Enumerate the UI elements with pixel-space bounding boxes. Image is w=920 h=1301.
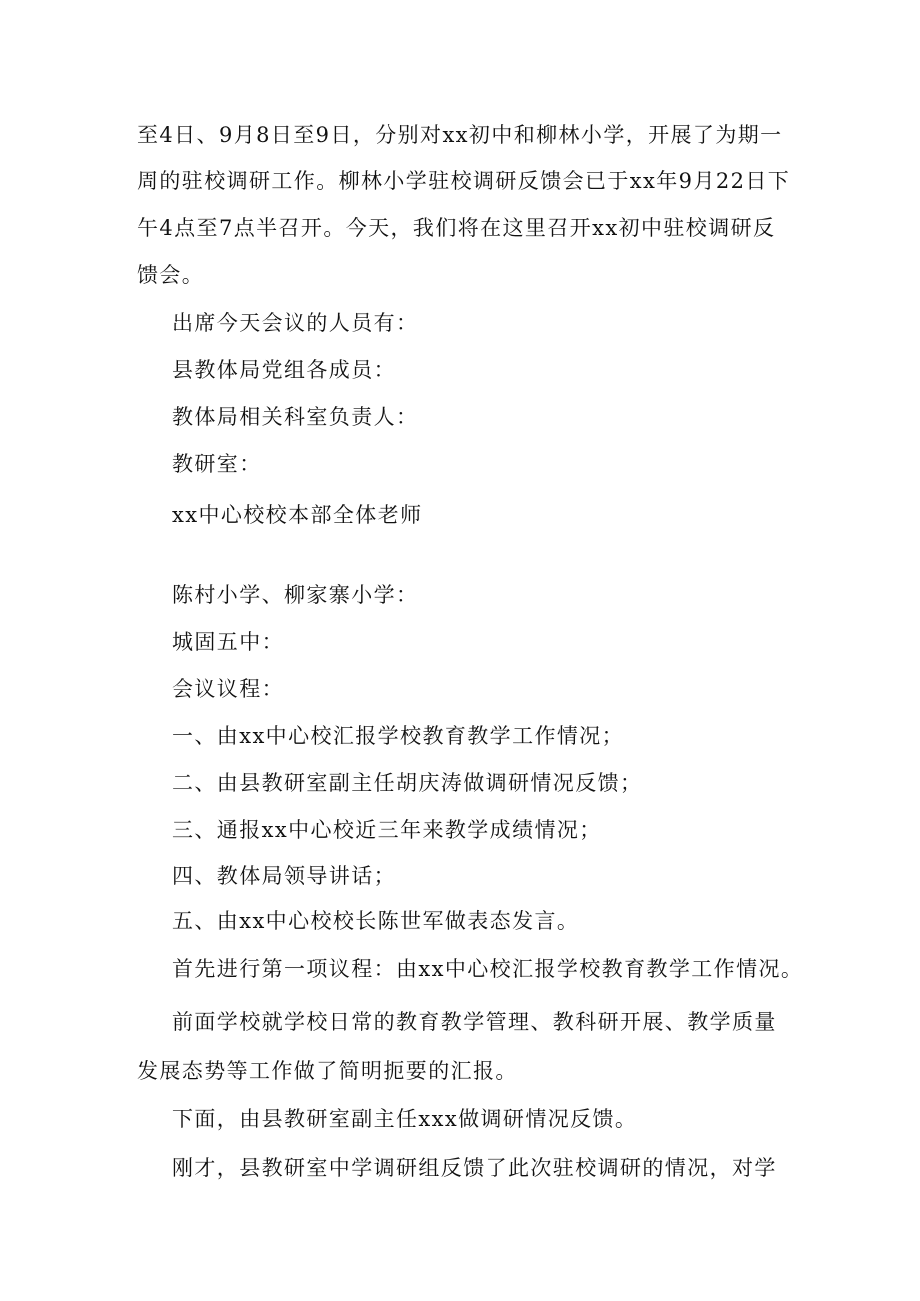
text-line: 城固五中：: [172, 630, 284, 654]
text-line: 陈村小学、柳家寨小学：: [172, 583, 419, 607]
text-line: 下面，由县教研室副主任xxx做调研情况反馈。: [172, 1107, 638, 1131]
text-line: 前面学校就学校日常的教育教学管理、教科研开展、教学质量: [172, 1010, 777, 1034]
text-line: 发展态势等工作做了简明扼要的汇报。: [137, 1059, 518, 1083]
text-line: 会议议程：: [172, 677, 284, 701]
text-line: 周的驻校调研工作。柳林小学驻校调研反馈会已于xx年9月22日下: [137, 169, 791, 193]
text-line: 至4日、9月8日至9日，分别对xx初中和柳林小学，开展了为期一: [137, 123, 783, 147]
text-line: 刚才，县教研室中学调研组反馈了此次驻校调研的情况，对学: [172, 1156, 777, 1180]
text-line: 教体局相关科室负责人：: [172, 405, 419, 429]
text-line: 馈会。: [137, 263, 205, 287]
text-line: 二、由县教研室副主任胡庆涛做调研情况反馈；: [172, 771, 643, 795]
text-line: xx中心校校本部全体老师: [172, 503, 423, 527]
text-line: 教研室：: [172, 452, 262, 476]
text-line: 县教体局党组各成员：: [172, 358, 396, 382]
text-line: 首先进行第一项议程：由xx中心校汇报学校教育教学工作情况。: [172, 957, 804, 981]
text-line: 三、通报xx中心校近三年来教学成绩情况；: [172, 818, 602, 842]
text-line: 一、由xx中心校汇报学校教育教学工作情况；: [172, 724, 625, 748]
text-line: 出席今天会议的人员有：: [172, 311, 419, 335]
text-line: 午4点至7点半召开。今天，我们将在这里召开xx初中驻校调研反: [137, 216, 776, 240]
text-line: 四、教体局领导讲话；: [172, 864, 396, 888]
text-line: 五、由xx中心校校长陈世军做表态发言。: [172, 909, 580, 933]
